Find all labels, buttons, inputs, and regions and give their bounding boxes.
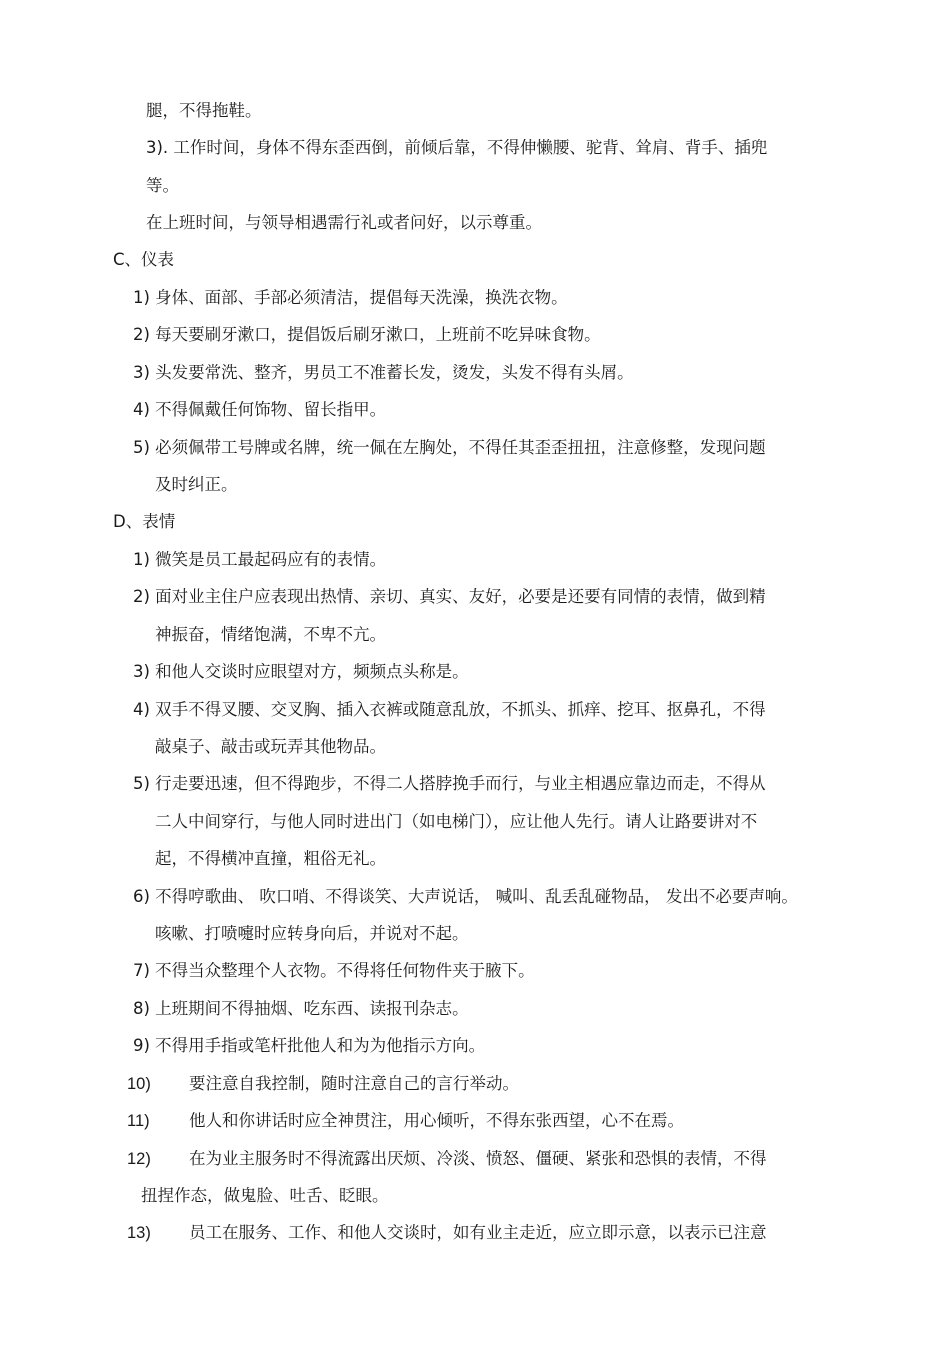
list-item: 在为业主服务时不得流露出厌烦、冷淡、愤怒、僵硬、紧张和恐惧的表情，不得 [189,1149,767,1168]
list-item: 8) 上班期间不得抽烟、吃东西、读报刊杂志。 [133,999,469,1018]
text-line: 3). 工作时间，身体不得东歪西倒，前倾后靠，不得伸懒腰、驼背、耸肩、背手、插兜 [146,138,768,157]
list-item-continuation: 敲桌子、敲击或玩弄其他物品。 [155,737,386,756]
list-item-continuation: 扭捏作态，做鬼脸、吐舌、眨眼。 [141,1186,389,1205]
list-item: 9) 不得用手指或笔杆批他人和为为他指示方向。 [133,1036,486,1055]
list-item-continuation: 起，不得横冲直撞，粗俗无礼。 [155,849,386,868]
list-item: 1) 身体、面部、手部必须清洁，提倡每天洗澡，换洗衣物。 [133,288,568,307]
list-item: 要注意自我控制，随时注意自己的言行举动。 [189,1074,519,1093]
list-item: 1) 微笑是员工最起码应有的表情。 [133,550,387,569]
list-item: 5) 行走要迅速，但不得跑步，不得二人搭脖挽手而行，与业主相遇应靠边而走，不得从 [133,774,766,793]
list-number: 11) [127,1112,150,1130]
list-item-continuation: 神振奋，情绪饱满，不卑不亢。 [155,625,386,644]
list-item-continuation: 二人中间穿行，与他人同时进出门（如电梯门），应让他人先行。请人让路要讲对不 [155,812,758,831]
list-item-continuation: 及时纠正。 [155,475,238,494]
text-line: 在上班时间，与领导相遇需行礼或者问好，以示尊重。 [146,213,542,232]
list-item: 4) 双手不得叉腰、交叉胸、插入衣裤或随意乱放，不抓头、抓痒、挖耳、抠鼻孔，不得 [133,700,766,719]
list-item: 4) 不得佩戴任何饰物、留长指甲。 [133,400,387,419]
section-heading: D、表情 [113,512,176,531]
list-number: 10) [127,1075,151,1093]
list-item: 3) 和他人交谈时应眼望对方，频频点头称是。 [133,662,469,681]
list-item: 2) 每天要刷牙漱口，提倡饭后刷牙漱口，上班前不吃异味食物。 [133,325,601,344]
list-item: 他人和你讲话时应全神贯注，用心倾听，不得东张西望，心不在焉。 [189,1111,684,1130]
list-item: 2) 面对业主住户应表现出热情、亲切、真实、友好，必要是还要有同情的表情，做到精 [133,587,766,606]
text-line: 等。 [146,176,179,195]
list-item-continuation: 咳嗽、打喷嚏时应转身向后，并说对不起。 [155,924,469,943]
list-item: 3) 头发要常洗、整齐，男员工不准蓄长发，烫发，头发不得有头屑。 [133,363,634,382]
list-number: 13) [127,1224,151,1242]
list-item: 7) 不得当众整理个人衣物。不得将任何物件夹于腋下。 [133,961,535,980]
list-item: 员工在服务、工作、和他人交谈时，如有业主走近，应立即示意，以表示已注意 [189,1223,767,1242]
list-item: 5) 必须佩带工号牌或名牌，统一佩在左胸处，不得任其歪歪扭扭，注意修整，发现问题 [133,438,766,457]
section-heading: C、仪表 [113,250,175,269]
text-line: 腿，不得拖鞋。 [146,101,262,120]
list-number: 12) [127,1150,151,1168]
list-item: 6) 不得哼歌曲、 吹口哨、不得谈笑、大声说话， 喊叫、乱丢乱碰物品， 发出不必要声响。 [133,887,798,906]
